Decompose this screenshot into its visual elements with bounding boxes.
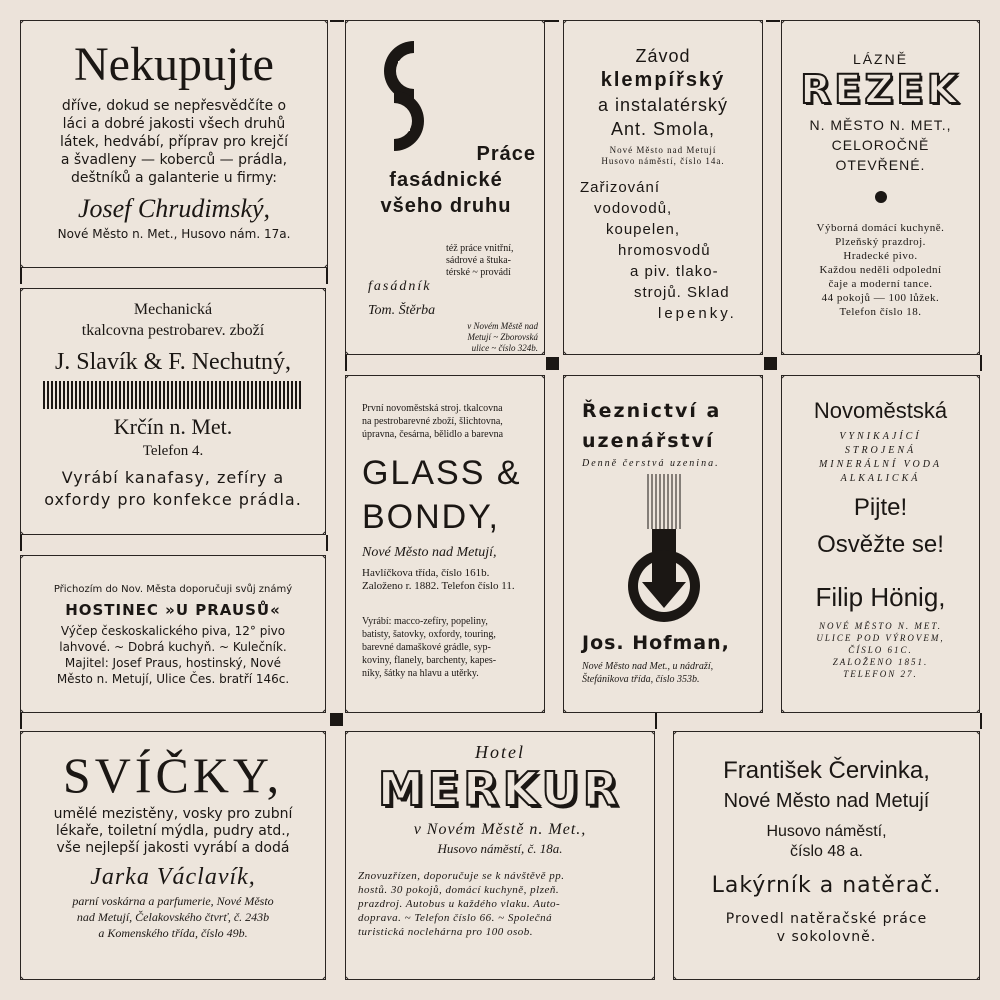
- separator: [20, 268, 22, 284]
- ad-headline: Nekupujte: [74, 38, 274, 91]
- stripe-ornament: [43, 381, 303, 409]
- ad-address: NOVÉ MĚSTO N. MET. ULICE POD VÝROVEM, ČÍSLO 61C. ZALOŽENO 1851. TELEFON 27.: [816, 621, 945, 679]
- sausage-hook-icon: [614, 474, 714, 624]
- ad-svicky: [20, 731, 326, 980]
- separator: [980, 713, 982, 729]
- ad-hotel-merkur: [345, 731, 655, 980]
- ad-body: Výčep českoskalického piva, 12° pivo lahvové. ~ Dobrá kuchyň. ~ Kulečník. Majitel: Josef Praus, hostinský, Nové Město n. Metují, Ulice Čes. bratří 146c.: [56, 624, 290, 686]
- ad-company-name: HOSTINEC »U PRAUSŮ«: [65, 601, 281, 619]
- ad-intro: Mechanická tkalcovna pestrobarev. zboží: [81, 301, 265, 339]
- ad-description: Vyrábí: macco-zefíry, popeliny, batisty, šatovky, oxfordy, touring, barevné damaškové grádle, syp- koviny, flanely, barchenty, kapes- níky, šátky na hlavu a utěrky.: [362, 616, 497, 679]
- ad-services: Zařizování vodovodů, koupelen, hromosvodů a piv. tlako- strojů. Sklad lepenky.: [580, 179, 737, 322]
- ad-info: Výborná domácí kuchyně. Plzeňský prazdroj. Hradecké pivo. Každou neděli odpolední čaje a moderní tance. 44 pokojů — 100 lůžek. Telefon číslo 18.: [816, 222, 945, 318]
- separator: [766, 20, 780, 22]
- ad-address: Husovo náměstí, číslo 48 a.: [766, 823, 887, 860]
- ad-person-name: Tom. Štěrba: [368, 303, 436, 318]
- ad-company-name: František Červinka,: [723, 757, 930, 784]
- ad-line: a instalatérský: [597, 95, 729, 115]
- ad-company-name: Josef Chrudimský,: [77, 194, 271, 223]
- ad-line: Závod: [635, 46, 691, 66]
- ad-description: VYNIKAJÍCÍ STROJENÁ MINERÁLNÍ VODA ALKALICKÁ: [818, 431, 943, 484]
- separator: [345, 355, 347, 371]
- ad-hostinec: [20, 555, 326, 713]
- ad-trade: Lakýrník a natěrač.: [711, 873, 942, 898]
- ad-place: Krčín n. Met.: [113, 414, 233, 439]
- ad-company-name: J. Slavík & F. Nechutný,: [54, 349, 292, 375]
- ad-body: dříve, dokud se nepřesvědčíte o láci a dobré jakosti všech druhů látek, hedvábí, příprav pro krejčí a švadleny — koberců — prádla, deštníků a galanterie u firmy:: [60, 98, 288, 186]
- separator: [20, 713, 22, 729]
- s-logo-icon: [364, 41, 444, 151]
- ad-slogan: Pijte!: [853, 494, 908, 521]
- ad-place: Nové Město nad Metují: [723, 790, 930, 812]
- ad-name: MERKUR: [377, 762, 623, 816]
- ad-company-name: Filip Hönig,: [815, 582, 946, 612]
- ad-trade: klempířský: [600, 69, 726, 91]
- ad-slogan: Osvěžte se!: [817, 531, 944, 558]
- ad-company-name: Jarka Václavík,: [90, 864, 256, 890]
- separator: [326, 535, 328, 551]
- ad-description: Znovuzřízen, doporučuje se k návštěvě pp. hostů. 30 pokojů, domácí kuchyně, plzeň. prazdroj. Autobus u každého vlaku. Auto- doprava. ~ Telefon číslo 66. ~ Společná turistická noclehárna pro 100 osob.: [358, 870, 565, 938]
- ad-subtext: též práce vnitřní, sádrové a štuka- térské ~ provádí: [446, 243, 514, 278]
- separator: [20, 535, 22, 551]
- ad-intro: Přichozím do Nov. Města doporučuji svůj známý: [53, 584, 293, 595]
- ad-address: Husovo náměstí, č. 18a.: [437, 841, 563, 856]
- ad-line: Hotel: [475, 742, 525, 762]
- ad-tagline: Denně čerstvá uzenina.: [582, 458, 720, 469]
- ad-phone: Telefon 4.: [142, 443, 204, 459]
- ad-company-name: Jos. Hofman,: [582, 632, 730, 654]
- ad-prace-fasadnicke: [345, 20, 545, 355]
- ad-company-name: Ant. Smola,: [610, 119, 716, 139]
- ad-address: Havlíčkova třída, číslo 161b. Založeno r. 1882. Telefon číslo 11.: [362, 567, 515, 592]
- ad-mechanicka-tkalcovna: [20, 288, 326, 535]
- ad-address: Nové Město n. Met., Husovo nám. 17a.: [57, 227, 291, 241]
- ad-title: Novoměstská: [813, 398, 948, 423]
- ad-address: v Novém Městě nad Metují ~ Zborovská ulice ~ číslo 324b.: [467, 321, 538, 353]
- ad-cervinka: [673, 731, 980, 980]
- ad-address: Nové Město nad Metují Husovo náměstí, číslo 14a.: [601, 145, 725, 166]
- separator: [545, 20, 559, 22]
- ad-address: parní voskárna a parfumerie, Nové Město nad Metují, Čelakovského čtvrť, č. 243b a Komenského třída, číslo 49b.: [72, 894, 274, 940]
- ad-body: umělé mezistěny, vosky pro zubní lékaře, toiletní mýdla, pudry atd., vše nejlepší jakosti vyrábí a dodá: [53, 806, 293, 856]
- ornament-square: [330, 713, 343, 726]
- ad-place: Nové Město nad Metují,: [362, 545, 497, 560]
- ornament-square: [764, 357, 777, 370]
- ad-note: Provedl natěračské práce v sokolovně.: [725, 911, 928, 945]
- ad-zavod-klempirsky: [563, 20, 763, 355]
- ad-name: REZEK: [800, 67, 961, 113]
- ad-lines: N. MĚSTO N. MET., CELOROČNĚ OTEVŘENÉ.: [809, 117, 952, 173]
- separator: [980, 355, 982, 371]
- ad-title: Řeznictví a uzenářství: [582, 400, 722, 452]
- ad-address: Nové Město nad Met., u nádraží, Štefánikova třída, číslo 353b.: [582, 661, 714, 685]
- ad-reznictvi: [563, 375, 763, 713]
- ad-intro: První novoměstská stroj. tkalcovna na pestrobarevné zboží, šlichtovna, úpravna, česárna, bělidlo a barevna: [362, 403, 504, 440]
- separator: [655, 713, 657, 729]
- ad-company-name: GLASS & BONDY,: [362, 454, 522, 536]
- ad-line: LÁZNĚ: [852, 51, 909, 67]
- ad-description: Vyrábí kanafasy, zefíry a oxfordy pro konfekce prádla.: [44, 468, 302, 509]
- ad-nekupujte: [20, 20, 328, 268]
- ad-novomestska: [781, 375, 980, 713]
- ad-title: Práce fasádnické všeho druhu: [380, 143, 536, 217]
- ad-headline: SVÍČKY,: [62, 747, 284, 803]
- dot-ornament: [875, 191, 887, 203]
- ad-role: fasádník: [368, 279, 432, 294]
- ornament-square: [546, 357, 559, 370]
- separator: [330, 20, 344, 22]
- ad-place: v Novém Městě n. Met.,: [413, 821, 587, 838]
- ad-lazne-rezek: [781, 20, 980, 355]
- separator: [326, 268, 328, 284]
- ad-glass-bondy: [345, 375, 545, 713]
